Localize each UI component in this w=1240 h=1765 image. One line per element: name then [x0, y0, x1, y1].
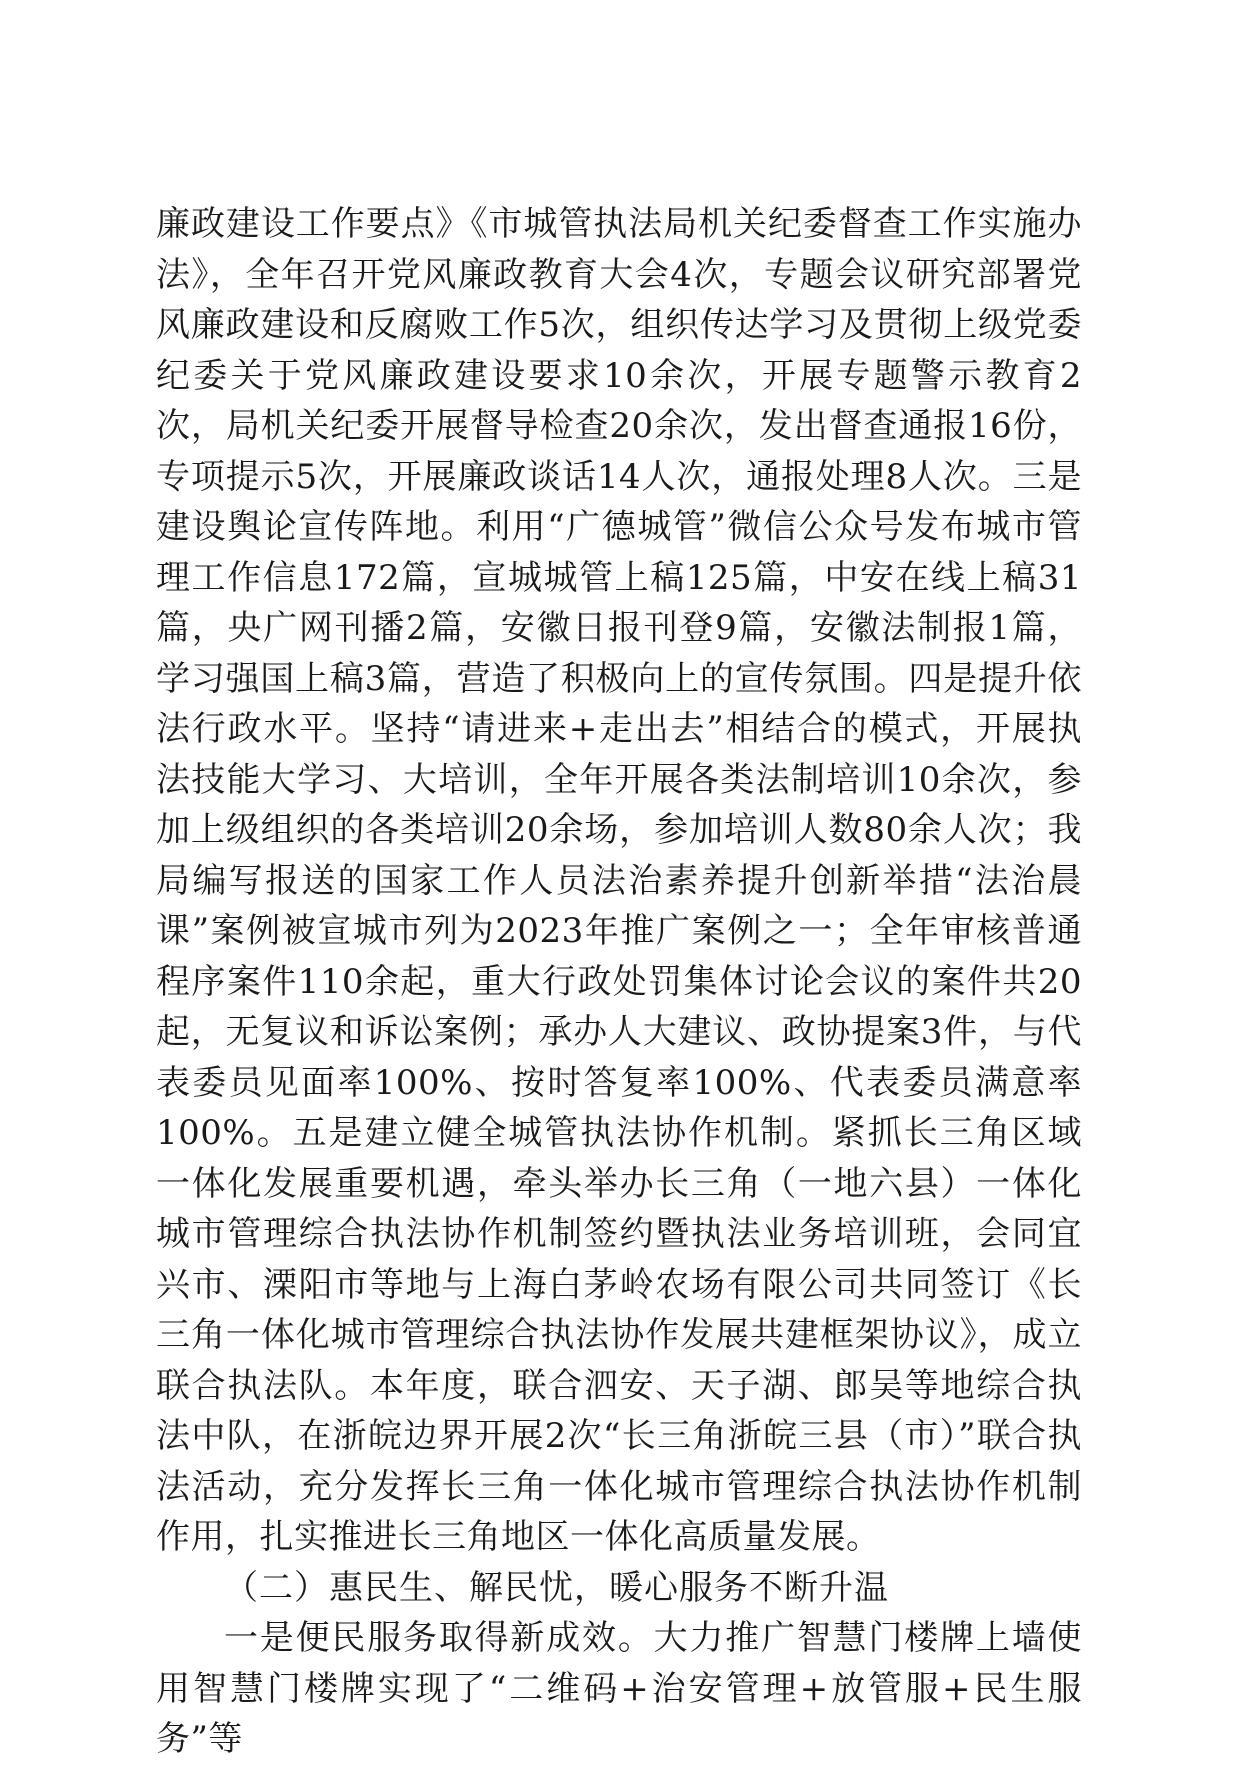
- body-paragraph-2: 一是便民服务取得新成效。大力推广智慧门楼牌上墙使用智慧门楼牌实现了“二维码+治安管理+放管服+民生服务”等: [156, 1618, 1082, 1759]
- body-paragraph-1: 廉政建设工作要点》《市城管执法局机关纪委督查工作实施办法》，全年召开党风廉政教育大会4次，专题会议研究部署党风廉政建设和反腐败工作5次，组织传达学习及贯彻上级党委纪委关于党风廉政建设要求10余次，开展专题警示教育2次，局机关纪委开展督导检查20余次，发出督查通报16份，专项提示5次，开展廉政谈话14人次，通报处理8人次。三是建设舆论宣传阵地。利用“广德城管”微信公众号发布城市管理工作信息172篇，宣城城管上稿125篇，中安在线上稿31篇，央广网刊播2篇，安徽日报刊登9篇，安徽法制报1篇，学习强国上稿3篇，营造了积极向上的宣传氛围。四是提升依法行政水平。坚持“请进来+走出去”相结合的模式，开展执法技能大学习、大培训，全年开展各类法制培训10余次，参加上级组织的各类培训20余场，参加培训人数80余人次；我局编写报送的国家工作人员法治素养提升创新举措“法治晨课”案例被宣城市列为2023年推广案例之一；全年审核普通程序案件110余起，重大行政处罚集体讨论会议的案件共20起，无复议和诉讼案例；承办人大建议、政协提案3件，与代表委员见面率100%、按时答复率100%、代表委员满意率100%。五是建立健全城管执法协作机制。紧抓长三角区域一体化发展重要机遇，牵头举办长三角（一地六县）一体化城市管理综合执法协作机制签约暨执法业务培训班，会同宜兴市、溧阳市等地与上海白茅岭农场有限公司共同签订《长三角一体化城市管理综合执法协作发展共建框架协议》，成立联合执法队。本年度，联合泗安、天子湖、郎吴等地综合执法中队，在浙皖边界开展2次“长三角浙皖三县（市）”联合执法活动，充分发挥长三角一体化城市管理综合执法协作机制作用，扎实推进长三角地区一体化高质量发展。: [156, 204, 1082, 1557]
- document-body: [156, 199, 1082, 1765]
- section-heading: （二）惠民生、解民忧，暖心服务不断升温: [224, 1567, 889, 1608]
